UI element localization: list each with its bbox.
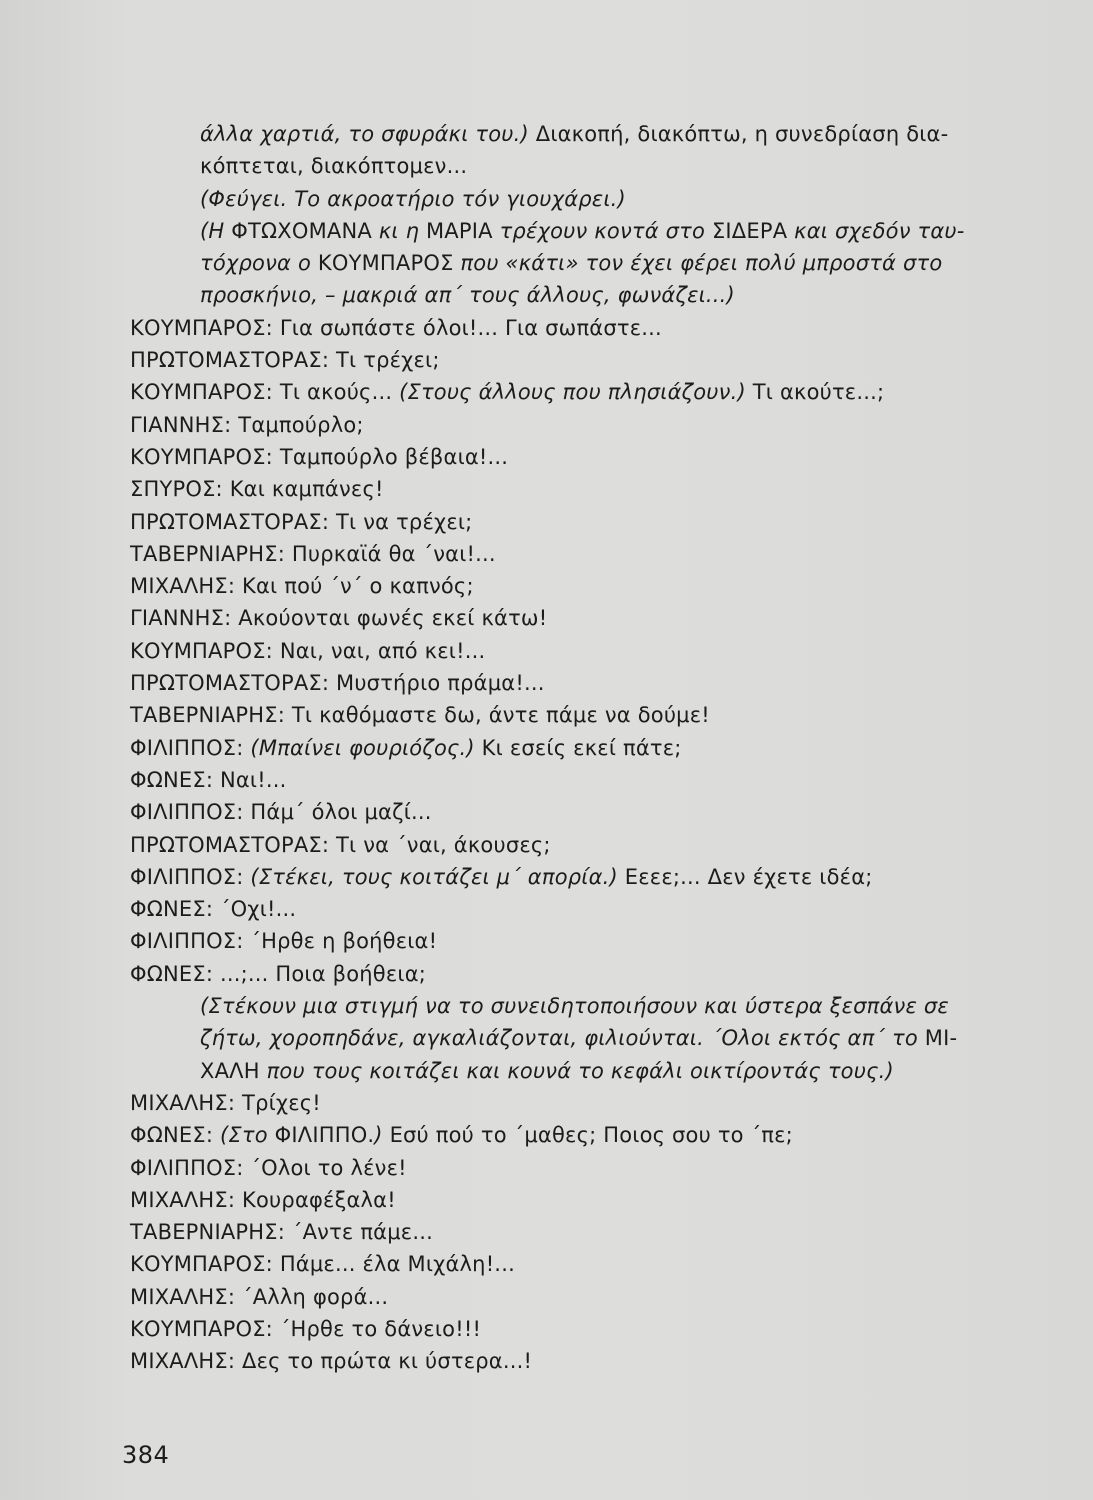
line-text: Κι εσείς εκεί πάτε; [474, 735, 682, 760]
stage-direction-line [130, 247, 990, 279]
stage-direction-text: (Φεύγει. Το ακροατήριο τόν γιουχάρει.) [200, 186, 626, 211]
stage-direction-text: τόχρονα ο [200, 251, 318, 276]
dialogue-line [130, 829, 990, 861]
dialogue-line [130, 635, 990, 667]
line-text: ΚΟΥΜΠΑΡΟΣ: Πάμε... έλα Μιχάλη!... [130, 1252, 515, 1277]
line-text: ΜΙΧΑΛΗΣ: Τρίχες! [130, 1090, 321, 1115]
line-text: ΜΙ- [924, 1026, 958, 1051]
line-text: ΤΑΒΕΡΝΙΑΡΗΣ: ΄Αντε πάμε... [130, 1220, 433, 1245]
stage-direction-text: (Μπαίνει φουριόζος.) [250, 735, 475, 760]
dialogue-line [130, 958, 990, 990]
line-text: ΦΩΝΕΣ: ΄Οχι!... [130, 897, 297, 922]
line-text: Διακοπή, διακόπτω, η συνεδρίαση δια- [528, 122, 949, 146]
stage-direction-line [130, 990, 990, 1022]
dialogue-line [130, 732, 990, 764]
line-text: ΣΙΔΕΡΑ [711, 218, 788, 243]
line-text: ΚΟΥΜΠΑΡΟΣ [317, 251, 454, 276]
stage-direction-text: άλλα χαρτιά, το σφυράκι του.) [200, 122, 529, 146]
dialogue-line [130, 1184, 990, 1216]
line-text: ΚΟΥΜΠΑΡΟΣ: ΄Ηρθε το δάνειο!!! [130, 1316, 482, 1341]
line-text: Εσύ πού το ΄μαθες; Ποιος σου το ΄πε; [382, 1123, 793, 1148]
stage-direction-text: προσκήνιο, – μακριά απ΄ τους άλλους, φωνάζει...) [200, 283, 735, 308]
dialogue-line [130, 602, 990, 634]
line-text: ΤΑΒΕΡΝΙΑΡΗΣ: Τι καθόμαστε δω, άντε πάμε να δούμε! [130, 703, 710, 728]
dialogue-line [130, 1216, 990, 1248]
line-text: ΚΟΥΜΠΑΡΟΣ: Τι ακούς... [130, 380, 400, 405]
stage-direction-text: κι η [371, 218, 426, 243]
stage-direction-text: (Στέκει, τους κοιτάζει μ΄ απορία.) [250, 864, 618, 889]
line-text: ΠΡΩΤΟΜΑΣΤΟΡΑΣ: Τι να τρέχει; [130, 509, 473, 534]
dialogue-line [130, 1281, 990, 1313]
line-text: ΜΑΡΙΑ [425, 218, 493, 243]
dialogue-line [130, 699, 990, 731]
dialogue-line [130, 667, 990, 699]
line-text: ΜΙΧΑΛΗΣ: Κουραφέξαλα! [130, 1187, 396, 1212]
stage-direction-text: που τους κοιτάζει και κουνά το κεφάλι οικτίροντάς τους.) [259, 1058, 894, 1083]
dialogue-line [130, 409, 990, 441]
dialogue-line [130, 1119, 990, 1151]
dialogue-line [130, 1313, 990, 1345]
stage-direction-line [130, 215, 990, 247]
stage-direction-text: ) [374, 1123, 383, 1148]
line-text: ΦΤΩΧΟΜΑΝΑ [231, 218, 372, 243]
line-text: ΦΙΛΙΠΠΟΣ: Πάμ΄ όλοι μαζί... [130, 800, 432, 825]
dialogue-line [130, 441, 990, 473]
stage-direction-text: (Στο [219, 1123, 275, 1148]
dialogue-line [130, 764, 990, 796]
stage-direction-line [130, 183, 990, 215]
dialogue-line [130, 1152, 990, 1184]
stage-direction-text: που «κάτι» τον έχει φέρει πολύ μπροστά στο [453, 251, 943, 276]
page-number: 384 [122, 1441, 170, 1469]
dialogue-line [130, 473, 990, 505]
stage-direction-text: (Στέκουν μια στιγμή να το συνειδητοποιήσουν και ύστερα ξεσπάνε σε [200, 994, 949, 1019]
stage-direction-line [130, 118, 990, 150]
dialogue-line [130, 1345, 990, 1377]
dialogue-line [130, 570, 990, 602]
line-text: ΦΙΛΙΠΠΟΣ: ΄Ολοι το λένε! [130, 1155, 407, 1180]
line-text: ΧΑΛΗ [200, 1058, 260, 1083]
dialogue-line [130, 312, 990, 344]
stage-direction-text: (Στους άλλους που πλησιάζουν.) [399, 380, 746, 405]
stage-direction-text: τρέχουν κοντά στο [492, 218, 712, 243]
line-text: ΠΡΩΤΟΜΑΣΤΟΡΑΣ: Τι τρέχει; [130, 348, 440, 373]
stage-direction-text: και σχεδόν ταυ- [787, 218, 965, 243]
line-text: ΜΙΧΑΛΗΣ: ΄Αλλη φορά... [130, 1284, 389, 1309]
stage-direction-line [130, 150, 990, 182]
line-text: ΚΟΥΜΠΑΡΟΣ: Ταμπούρλο βέβαια!... [130, 444, 509, 469]
stage-direction-text: ζήτω, χοροπηδάνε, αγκαλιάζονται, φιλιούνται. ΄Ολοι εκτός απ΄ το [200, 1026, 925, 1051]
dialogue-line [130, 538, 990, 570]
dialogue-line [130, 796, 990, 828]
line-text: ΦΙΛΙΠΠΟΣ: [130, 735, 251, 760]
play-text [130, 118, 990, 1378]
line-text: ΠΡΩΤΟΜΑΣΤΟΡΑΣ: Μυστήριο πράμα!... [130, 671, 545, 696]
line-text: Εεεε;... Δεν έχετε ιδέα; [617, 864, 873, 889]
line-text: ΦΩΝΕΣ: ...;... Ποια βοήθεια; [130, 961, 427, 986]
line-text: ΠΡΩΤΟΜΑΣΤΟΡΑΣ: Τι να ΄ναι, άκουσες; [130, 832, 551, 857]
stage-direction-line [130, 1022, 990, 1054]
line-text: ΦΩΝΕΣ: Ναι!... [130, 767, 287, 792]
dialogue-line [130, 1087, 990, 1119]
line-text: ΜΙΧΑΛΗΣ: Και πού ΄ν΄ ο καπνός; [130, 574, 474, 599]
dialogue-line [130, 861, 990, 893]
line-text: ΦΙΛΙΠΠΟΣ: ΄Ηρθε η βοήθεια! [130, 929, 438, 954]
line-text: κόπτεται, διακόπτομεν... [200, 154, 468, 179]
stage-direction-line [130, 279, 990, 311]
dialogue-line [130, 506, 990, 538]
dialogue-line [130, 893, 990, 925]
dialogue-line [130, 376, 990, 408]
line-text: ΓΙΑΝΝΗΣ: Ακούονται φωνές εκεί κάτω! [130, 606, 548, 631]
line-text: ΚΟΥΜΠΑΡΟΣ: Για σωπάστε όλοι!... Για σωπάστε... [130, 315, 662, 340]
line-text: ΓΙΑΝΝΗΣ: Ταμπούρλο; [130, 412, 364, 437]
stage-direction-text: (Η [200, 218, 232, 243]
line-text: ΜΙΧΑΛΗΣ: Δες το πρώτα κι ύστερα...! [130, 1349, 533, 1374]
dialogue-line [130, 925, 990, 957]
line-text: ΚΟΥΜΠΑΡΟΣ: Ναι, ναι, από κει!... [130, 638, 486, 663]
line-text: ΦΩΝΕΣ: [130, 1123, 220, 1148]
line-text: ΣΠΥΡΟΣ: Και καμπάνες! [130, 477, 384, 502]
dialogue-line [130, 344, 990, 376]
dialogue-line [130, 1248, 990, 1280]
line-text: Τι ακούτε...; [745, 380, 885, 405]
line-text: ΤΑΒΕΡΝΙΑΡΗΣ: Πυρκαϊά θα ΄ναι!... [130, 541, 496, 566]
line-text: ΦΙΛΙΠΠΟΣ: [130, 864, 251, 889]
stage-direction-line [130, 1055, 990, 1087]
line-text: ΦΙΛΙΠΠΟ. [274, 1123, 375, 1148]
